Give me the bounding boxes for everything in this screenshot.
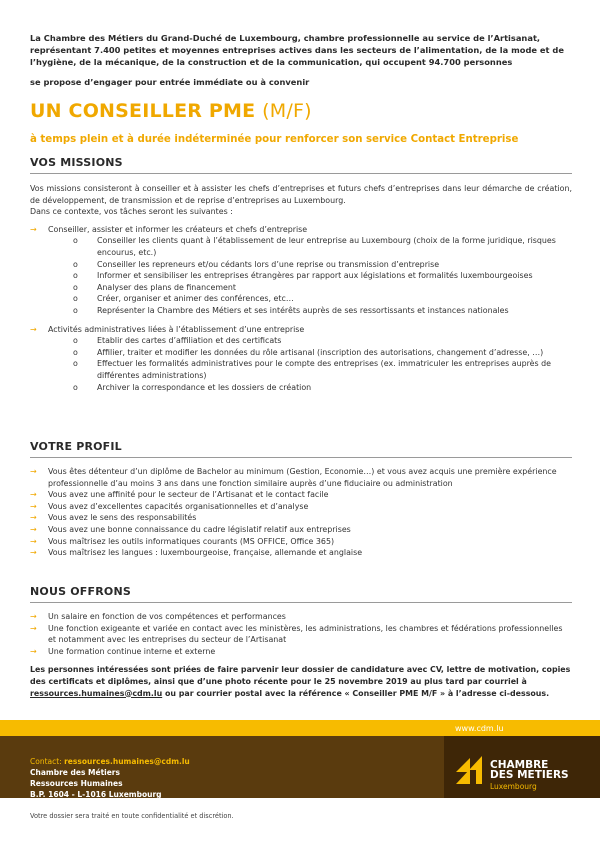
arrow-right-icon: → xyxy=(30,467,37,476)
missions-section xyxy=(30,156,572,393)
list-item xyxy=(30,293,572,305)
list-item xyxy=(30,547,572,559)
list-item xyxy=(30,347,572,359)
missions-heading: VOS MISSIONS xyxy=(30,156,572,174)
contact-email-link[interactable]: ressources.humaines@cdm.lu xyxy=(64,757,190,766)
list-item-text: Analyser des plans de financement xyxy=(97,282,236,292)
bullet-circle-icon: o xyxy=(73,259,78,269)
list-item xyxy=(30,489,572,501)
list-item-text: Créer, organiser et animer des conférences, etc… xyxy=(97,294,294,304)
intro-engage-line: se propose d’engager pour entrée immédiate ou à convenir xyxy=(30,77,310,87)
intro-paragraph: La Chambre des Métiers du Grand-Duché de Luxembourg, chambre professionnelle au service de l’Artisanat, représentant 7.400 petites et moyennes entreprises actives dans les secteurs de l’alimentation, de la mode et de l’hygiène, de la mécanique, de la construction et de la communication, qui occupent 94.700 personnes xyxy=(30,33,564,67)
contact-address: B.P. 1604 - L-1016 Luxembourg xyxy=(30,790,162,799)
job-title-suffix: (M/F) xyxy=(262,100,312,122)
bullet-circle-icon: o xyxy=(73,282,78,292)
list-item-text: Une fonction exigeante et variée en contact avec les ministères, les administrations, les chambres et fédérations professionnelles et notamment avec les entreprises du secteur de l’Artisanat xyxy=(48,623,563,645)
bullet-circle-icon: o xyxy=(73,271,78,281)
arrow-right-icon: → xyxy=(30,612,37,621)
bullet-circle-icon: o xyxy=(73,236,78,246)
offrons-section xyxy=(30,585,572,699)
contact-label: Contact: xyxy=(30,757,62,766)
profil-section xyxy=(30,440,572,559)
job-title xyxy=(30,100,312,122)
bullet-circle-icon: o xyxy=(73,294,78,304)
arrow-right-icon: → xyxy=(30,548,37,558)
job-title-main: UN CONSEILLER PME xyxy=(30,100,256,122)
list-item-text: Effectuer les formalités administratives pour le compte des entreprises (ex. immatriculer les entreprises auprès de différentes administrations) xyxy=(97,359,552,380)
bullet-circle-icon: o xyxy=(73,359,78,369)
list-item-text: Conseiller les repreneurs et/ou cédants lors d’une reprise ou transmission d’entreprise xyxy=(97,259,440,269)
list-item-text: Vous avez une bonne connaissance du cadre législatif relatif aux entreprises xyxy=(48,524,351,534)
footer-band xyxy=(0,720,600,736)
logo-wordmark xyxy=(490,760,569,780)
missions-intro2: Dans ce contexte, vos tâches seront les suivantes : xyxy=(30,207,233,217)
list-item xyxy=(30,282,572,294)
list-item xyxy=(30,623,572,646)
logo-line1: CHAMBRE xyxy=(490,759,549,771)
list-item-text: Vous maîtrisez les langues : luxembourgeoise, française, allemande et anglaise xyxy=(48,548,363,558)
list-item-text: Etablir des cartes d’affiliation et des certificats xyxy=(97,336,282,346)
contact-block xyxy=(30,756,190,800)
mission-group xyxy=(30,324,572,336)
list-item-text: Une formation continue interne et externe xyxy=(48,646,216,656)
list-item xyxy=(30,259,572,271)
bullet-circle-icon: o xyxy=(73,336,78,346)
arrow-right-icon: → xyxy=(30,501,37,511)
arrow-right-icon: → xyxy=(30,224,37,234)
list-item-text: Affilier, traiter et modifier les données du rôle artisanal (inscription des autorisations, changement d’adresse, …) xyxy=(97,347,544,357)
list-item-text: Informer et sensibiliser les entreprises étrangères par rapport aux législations et formalités luxembourgeoises xyxy=(97,271,533,281)
mission-group xyxy=(30,224,572,236)
list-item xyxy=(30,358,572,381)
logo-line2: DES METIERS xyxy=(490,769,569,781)
list-item-text: Vous avez une affinité pour le secteur de l’Artisanat et le contact facile xyxy=(48,490,329,500)
list-item xyxy=(30,305,572,317)
list-item xyxy=(30,524,572,536)
logo-line3: Luxembourg xyxy=(490,782,537,791)
arrow-right-icon: → xyxy=(30,623,37,633)
list-item-text: Représenter la Chambre des Métiers et ses intérêts auprès de ses ressortissants et instances nationales xyxy=(97,305,509,315)
job-subtitle: à temps plein et à durée indéterminée pour renforcer son service Contact Entreprise xyxy=(30,134,519,145)
list-item-text: Vous avez d’excellentes capacités organisationnelles et d’analyse xyxy=(48,501,309,511)
list-item-text: Vous êtes détenteur d’un diplôme de Bachelor au minimum (Gestion, Economie…) et vous avez acquis une première expérience professionnelle d’au moins 3 ans dans une fonction similaire auprès d’une fiduciaire ou administration xyxy=(48,467,557,488)
list-item-text: Vous avez le sens des responsabilités xyxy=(48,513,197,523)
offrons-heading: NOUS OFFRONS xyxy=(30,585,572,603)
list-item xyxy=(30,536,572,548)
missions-intro: Vos missions consisteront à conseiller et à assister les chefs d’entreprises et futurs chefs d’entreprises dans leur démarche de création, de développement, de transmission et de reprise d’entreprises au Luxembourg. xyxy=(30,184,572,205)
list-item-text: Un salaire en fonction de vos compétences et performances xyxy=(48,612,286,621)
list-item xyxy=(30,235,572,258)
arrow-right-icon: → xyxy=(30,324,37,334)
contact-dept: Ressources Humaines xyxy=(30,779,123,788)
arrow-right-icon: → xyxy=(30,524,37,534)
list-item xyxy=(30,646,572,658)
bullet-circle-icon: o xyxy=(73,382,78,392)
list-item xyxy=(30,501,572,513)
mission-group-label: Activités administratives liées à l’établissement d’une entreprise xyxy=(48,324,305,334)
list-item xyxy=(30,335,572,347)
confidentiality-note: Votre dossier sera traité en toute confidentialité et discrétion. xyxy=(30,812,234,820)
list-item-text: Conseiller les clients quant à l’établissement de leur entreprise au Luxembourg (choix de la forme juridique, risques encourus, etc.) xyxy=(97,236,556,257)
bullet-circle-icon: o xyxy=(73,347,78,357)
contact-org: Chambre des Métiers xyxy=(30,768,120,777)
application-email-link[interactable]: ressources.humaines@cdm.lu xyxy=(30,688,163,698)
bullet-circle-icon: o xyxy=(73,305,78,315)
arrow-right-icon: → xyxy=(30,513,37,523)
closing-text2: ou par courrier postal avec la référence « Conseiller PME M/F » à l’adresse ci-dessous. xyxy=(164,688,550,698)
website-link[interactable]: www.cdm.lu xyxy=(455,724,504,733)
list-item xyxy=(30,382,572,394)
closing-text: Les personnes intéressées sont priées de faire parvenir leur dossier de candidature avec CV, lettre de motivation, copies des certificats et diplômes, ainsi que d’une photo récente pour le 25 novembre 2019 au plus tard par courriel à xyxy=(30,665,571,686)
list-item xyxy=(30,270,572,282)
list-item-text: Archiver la correspondance et les dossiers de création xyxy=(97,382,312,392)
profil-heading: VOTRE PROFIL xyxy=(30,440,572,458)
list-item xyxy=(30,466,572,489)
intro-block xyxy=(30,32,575,88)
arrow-right-icon: → xyxy=(30,536,37,546)
arrow-right-icon: → xyxy=(30,646,37,656)
list-item xyxy=(30,512,572,524)
mission-group-label: Conseiller, assister et informer les créateurs et chefs d’entreprise xyxy=(48,224,308,234)
chambre-logo-icon xyxy=(456,756,482,784)
arrow-right-icon: → xyxy=(30,490,37,500)
list-item-text: Vous maîtrisez les outils informatiques courants (MS OFFICE, Office 365) xyxy=(48,536,335,546)
list-item xyxy=(30,611,572,623)
closing-paragraph xyxy=(30,664,572,699)
